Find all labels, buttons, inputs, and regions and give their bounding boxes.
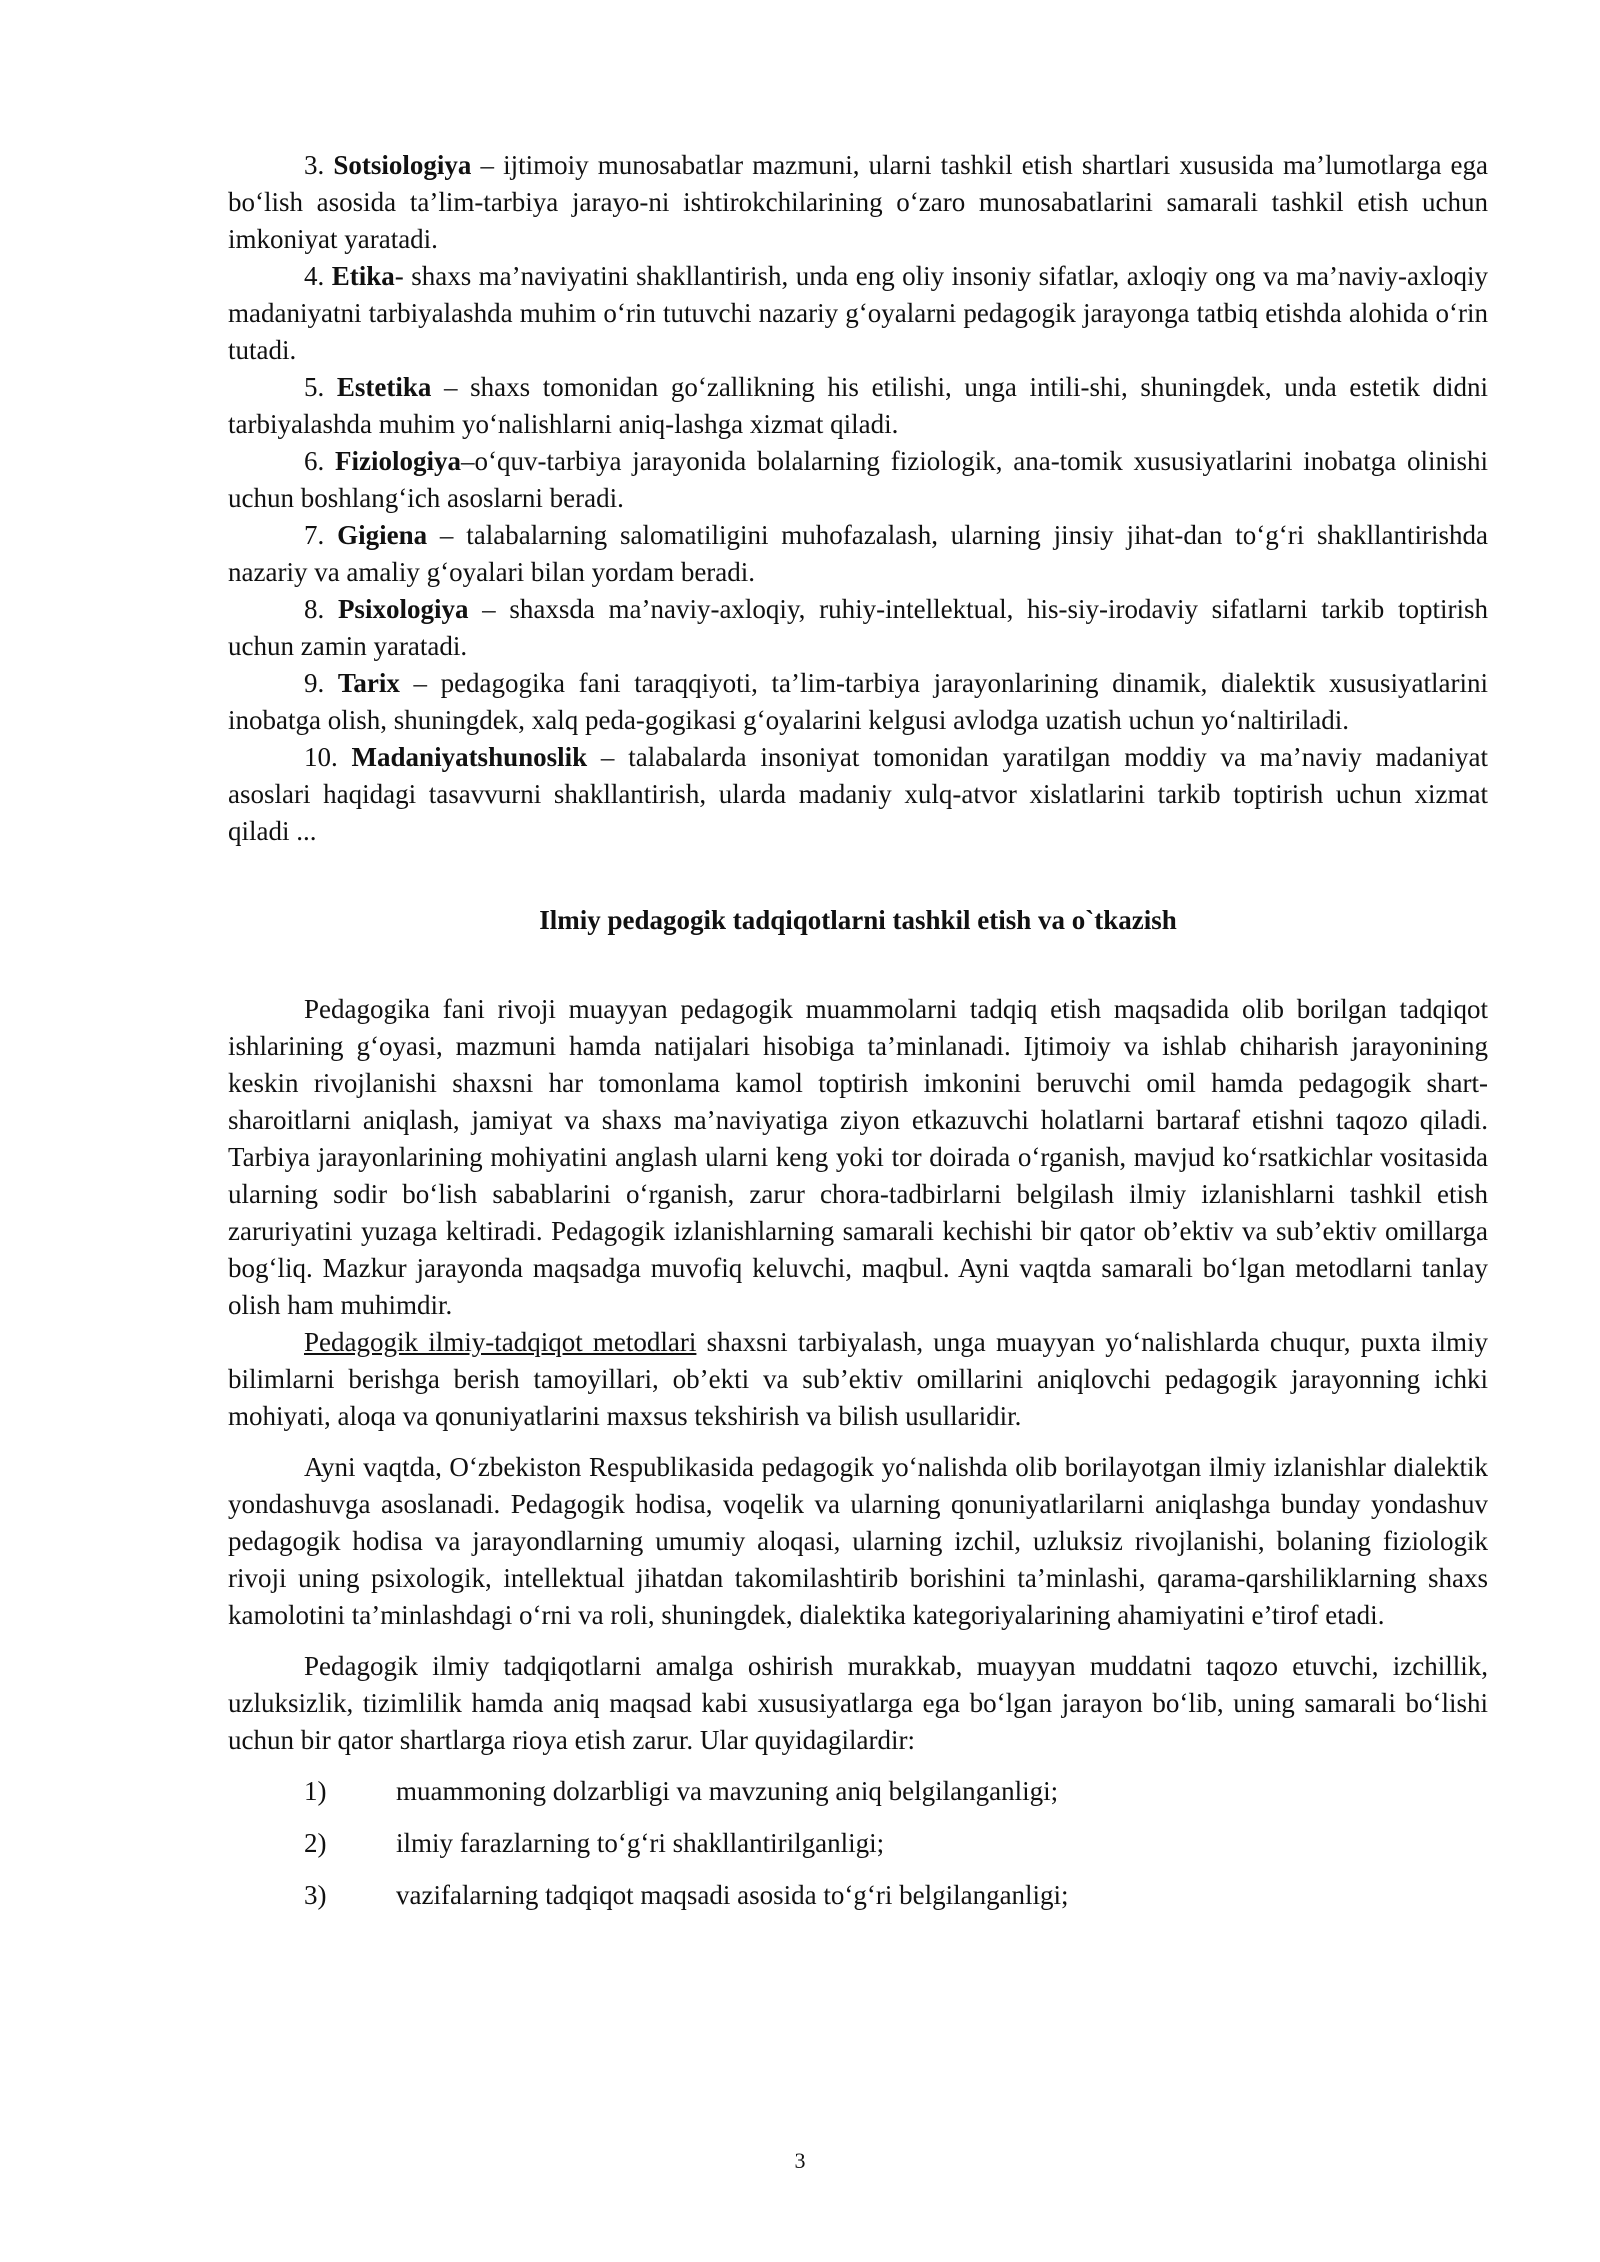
list-item-sotsiologiya bbox=[228, 147, 1488, 258]
list-item-etika bbox=[228, 258, 1488, 369]
item-term: Gigiena bbox=[337, 520, 428, 550]
list-item bbox=[228, 1773, 1488, 1810]
list-text: muammoning dolzarbligi va mavzuning aniq belgilanganligi; bbox=[396, 1776, 1059, 1806]
item-text: – talabalarda insoniyat tomonidan yaratilgan moddiy va ma’naviy madaniyat asoslari haqidagi tasavvurni shakllantirish, ularda madaniy xulq-atvor xislatlarini tarkib toptirish uchun xizmat qiladi ... bbox=[228, 742, 1488, 846]
item-term: Sotsiologiya bbox=[333, 150, 472, 180]
list-item bbox=[228, 1825, 1488, 1862]
item-term: Estetika bbox=[336, 372, 432, 402]
item-number: 8. bbox=[304, 594, 325, 624]
item-number: 4. bbox=[304, 261, 325, 291]
item-text: – shaxs tomonidan go‘zallikning his etilishi, unga intili-shi, shuningdek, unda estetik didni tarbiyalashda muhim yo‘nalishlarni aniq-lashga xizmat qiladi. bbox=[228, 372, 1488, 439]
item-term: Tarix bbox=[337, 668, 400, 698]
list-item bbox=[228, 1877, 1488, 1914]
underlined-term: Pedagogik ilmiy-tadqiqot metodlari bbox=[304, 1327, 697, 1357]
page-number: 3 bbox=[794, 2148, 806, 2173]
item-number: 5. bbox=[304, 372, 325, 402]
item-text: – talabalarning salomatiligini muhofazalash, ularning jinsiy jihat-dan to‘g‘ri shakllantirishda nazariy va amaliy g‘oyalari bilan yordam beradi. bbox=[228, 520, 1488, 587]
item-term: Madaniyatshunoslik bbox=[351, 742, 588, 772]
list-item-gigiena bbox=[228, 517, 1488, 591]
item-text: –o‘quv-tarbiya jarayonida bolalarning fiziologik, ana-tomik xususiyatlarini inobatga olinishi uchun boshlang‘ich asoslarni beradi. bbox=[228, 446, 1488, 513]
item-number: 3. bbox=[304, 150, 325, 180]
item-text: – pedagogika fani taraqqiyoti, ta’lim-tarbiya jarayonlarining dinamik, dialektik xususiyatlarini inobatga olish, shuningdek, xalq peda-gogikasi g‘oyalarini kelgusi avlodga uzatish uchun yo‘naltiriladi. bbox=[228, 668, 1489, 735]
item-term: Fiziologiya bbox=[335, 446, 462, 476]
list-number: 1) bbox=[304, 1776, 327, 1806]
document-page bbox=[228, 147, 1488, 1929]
item-text: – ijtimoiy munosabatlar mazmuni, ularni tashkil etish shartlari xususida ma’lumotlarga ega bo‘lish asosida ta’lim-tarbiya jarayo-ni ishtirokchilarining o‘zaro munosabatlarini samarali tashkil etish uchun imkoniyat yaratadi. bbox=[228, 150, 1489, 254]
item-number: 7. bbox=[304, 520, 325, 550]
item-text: - shaxs ma’naviyatini shakllantirish, unda eng oliy insoniy sifatlar, axloqiy ong va ma’naviy-axloqiy madaniyatni tarbiyalashda muhim o‘rin tutuvchi nazariy g‘oyalarni pedagogik jarayonga tatbiq etishda alohida o‘rin tutadi. bbox=[228, 261, 1488, 365]
paragraph: Pedagogik ilmiy tadqiqotlarni amalga oshirish murakkab, muayyan muddatni taqozo etuvchi, izchillik, uzluksizlik, tizimlilik hamda aniq maqsad kabi xususiyatlarga ega bo‘lgan jarayon bo‘lib, uning samarali bo‘lishi uchun bir qator shartlarga rioya etish zarur. Ular quyidagilardir: bbox=[228, 1651, 1488, 1755]
paragraph bbox=[228, 1324, 1488, 1435]
list-item-psixologiya bbox=[228, 591, 1488, 665]
list-item-tarix bbox=[228, 665, 1488, 739]
list-item-estetika bbox=[228, 369, 1488, 443]
paragraph-text: shaxsni tarbiyalash, unga muayyan yo‘nalishlarda chuqur, puxta ilmiy bilimlarni berishga berish tamoyillari, ob’ekti va sub’ektiv omillarini aniqlovchi pedagogik jarayonning ichki mohiyati, aloqa va qonuniyatlarini maxsus tekshirish va bilish usullaridir. bbox=[228, 1327, 1488, 1431]
list-item-fiziologiya bbox=[228, 443, 1488, 517]
item-number: 10. bbox=[304, 742, 338, 772]
list-text: vazifalarning tadqiqot maqsadi asosida to‘g‘ri belgilanganligi; bbox=[396, 1880, 1069, 1910]
list-number: 3) bbox=[304, 1880, 327, 1910]
item-number: 9. bbox=[304, 668, 325, 698]
item-number: 6. bbox=[304, 446, 325, 476]
section-heading: Ilmiy pedagogik tadqiqotlarni tashkil etish va o`tkazish bbox=[539, 905, 1177, 935]
item-term: Psixologiya bbox=[337, 594, 469, 624]
list-number: 2) bbox=[304, 1828, 327, 1858]
list-item-madaniyatshunoslik bbox=[228, 739, 1488, 850]
list-text: ilmiy farazlarning to‘g‘ri shakllantirilganligi; bbox=[396, 1828, 885, 1858]
item-text: – shaxsda ma’naviy-axloqiy, ruhiy-intellektual, his-siy-irodaviy sifatlarni tarkib toptirish uchun zamin yaratadi. bbox=[228, 594, 1488, 661]
item-term: Etika bbox=[331, 261, 395, 291]
paragraph: Ayni vaqtda, O‘zbekiston Respublikasida pedagogik yo‘nalishda olib borilayotgan ilmiy izlanishlar dialektik yondashuvga asoslanadi. Pedagogik hodisa, voqelik va ularning qonuniyatlarilarni aniqlashga bunday yondashuv pedagogik hodisa va jarayondlarning umumiy aloqasi, ularning izchil, uzluksiz rivojlanishi, bolaning fiziologik rivoji uning psixologik, intellektual jihatdan takomilashtirib borishini ta’minlashi, qarama-qarshiliklarning shaxs kamolotini ta’minlashdagi o‘rni va roli, shuningdek, dialektika kategoriyalarining ahamiyatini e’tirof etadi. bbox=[228, 1452, 1488, 1630]
numbered-list bbox=[228, 1773, 1488, 1914]
paragraph: Pedagogika fani rivoji muayyan pedagogik muammolarni tadqiq etish maqsadida olib borilgan tadqiqot ishlarining g‘oyasi, mazmuni hamda natijalari hisobiga ta’minlanadi. Ijtimoiy va ishlab chiharish jarayonining keskin rivojlanishi shaxsni har tomonlama kamol toptirish imkonini beruvchi omil hamda pedagogik shart-sharoitlarni aniqlash, jamiyat va shaxs ma’naviyatiga ziyon etkazuvchi holatlarni bartaraf etishni taqozo qiladi. Tarbiya jarayonlarining mohiyatini anglash ularni keng yoki tor doirada o‘rganish, mavjud ko‘rsatkichlar vositasida ularning sodir bo‘lish sabablarini o‘rganish, zarur chora-tadbirlarni belgilash ilmiy izlanishlarni tashkil etish zaruriyatini yuzaga keltiradi. Pedagogik izlanishlarning samarali kechishi bir qator ob’ektiv va sub’ektiv omillarga bog‘liq. Mazkur jarayonda maqsadga muvofiq keluvchi, maqbul. Ayni vaqtda samarali bo‘lgan metodlarni tanlay olish ham muhimdir. bbox=[228, 994, 1488, 1320]
